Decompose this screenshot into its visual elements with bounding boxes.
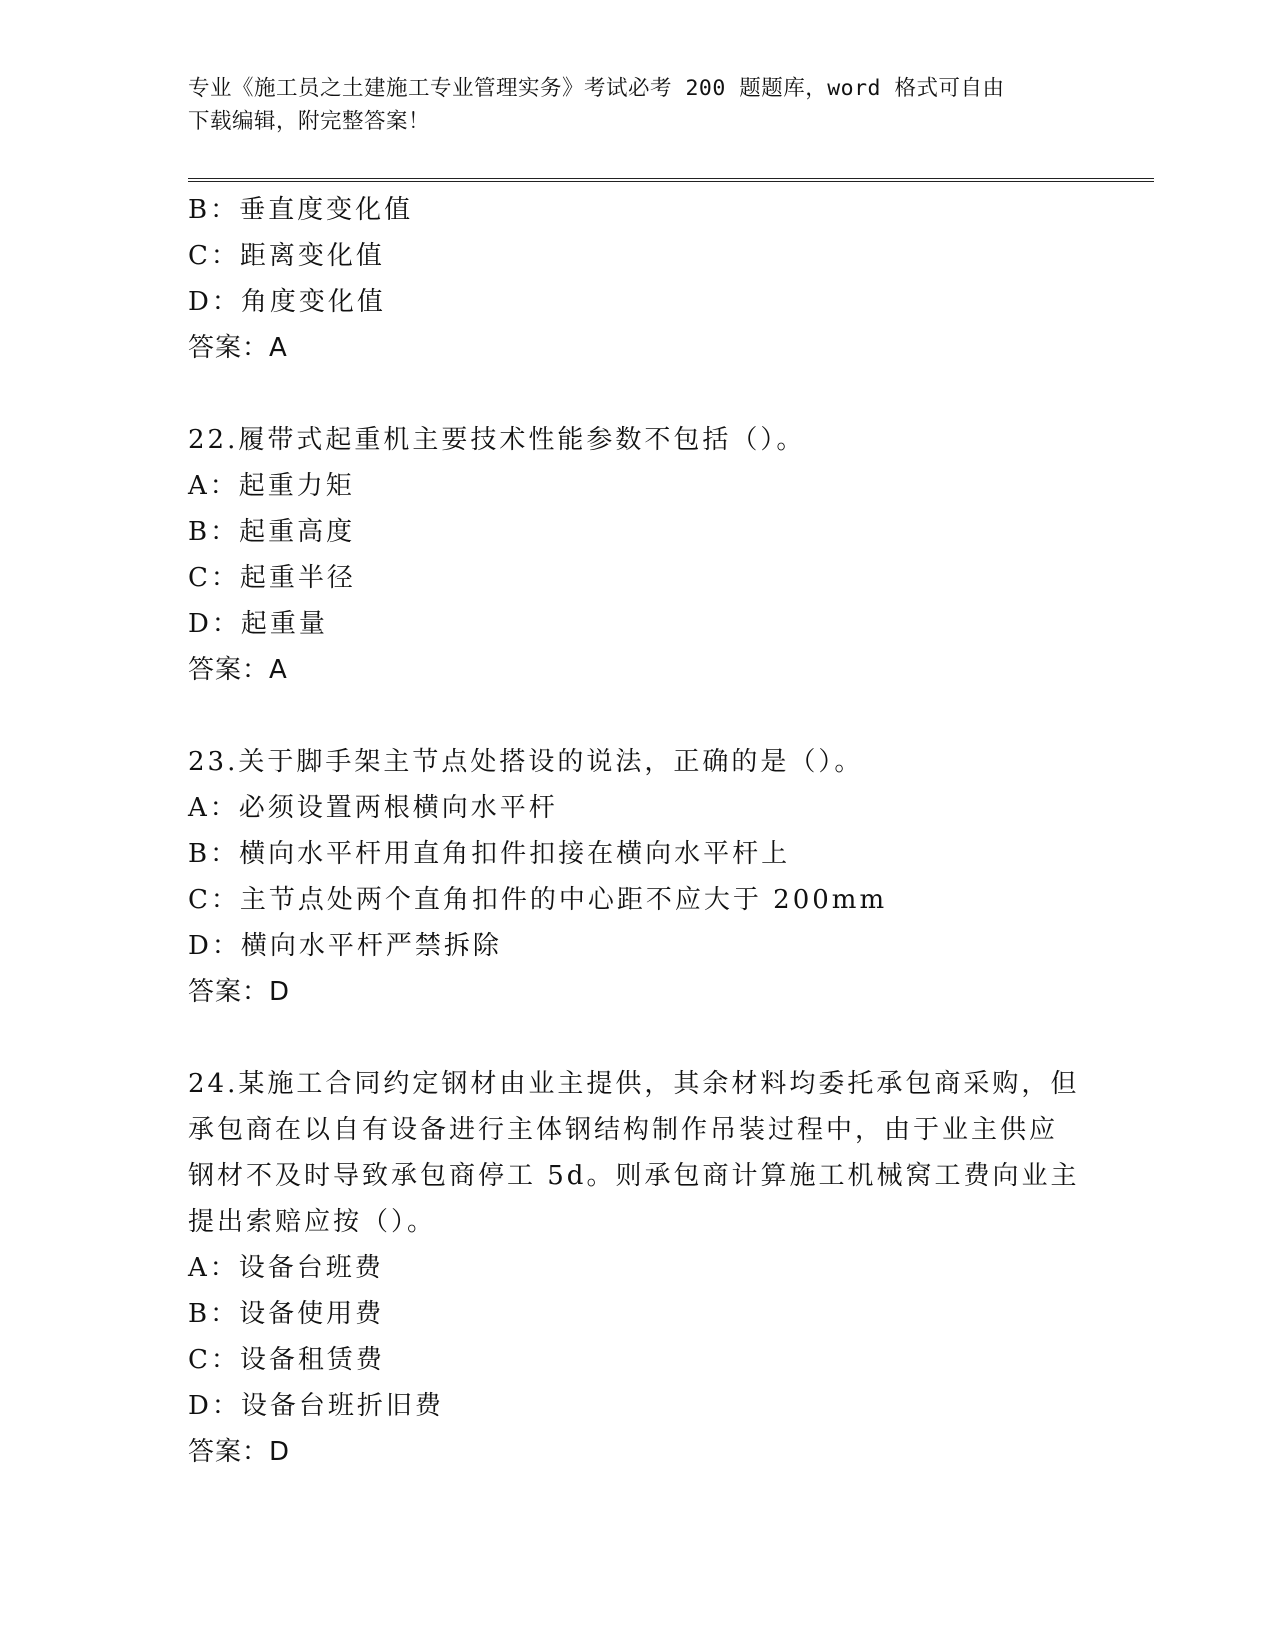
- spacer: [188, 1015, 1088, 1061]
- option-b: B：起重高度: [188, 517, 356, 547]
- option-d: D：角度变化值: [188, 287, 386, 317]
- option-a: A：起重力矩: [188, 471, 355, 501]
- spacer: [188, 371, 1088, 417]
- option-d: D：设备台班折旧费: [188, 1391, 444, 1421]
- header-line-2: 下载编辑，附完整答案！: [188, 109, 431, 134]
- option-b: B：设备使用费: [188, 1299, 385, 1329]
- header-line-1: 专业《施工员之土建施工专业管理实务》考试必考 200 题题库，word 格式可自由: [188, 76, 1005, 101]
- question-24: [188, 1061, 1088, 1475]
- option-a: A：设备台班费: [188, 1253, 384, 1283]
- option-a: A：必须设置两根横向水平杆: [188, 793, 558, 823]
- option-c: C：距离变化值: [188, 241, 385, 271]
- question-text: 23.关于脚手架主节点处搭设的说法，正确的是（）。: [188, 747, 864, 777]
- option-c: C：起重半径: [188, 563, 356, 593]
- answer: 答案：D: [188, 1437, 291, 1467]
- option-c: C：设备租赁费: [188, 1345, 385, 1375]
- option-d: D：起重量: [188, 609, 328, 639]
- document-header: [188, 72, 1068, 138]
- spacer: [188, 693, 1088, 739]
- question-22: [188, 417, 1088, 693]
- question-text-line-2: 承包商在以自有设备进行主体钢结构制作吊装过程中，由于业主供应: [188, 1115, 1059, 1145]
- answer: 答案：A: [188, 655, 288, 685]
- question-text-line-4: 提出索赔应按（）。: [188, 1207, 437, 1237]
- question-23: [188, 739, 1088, 1015]
- question-21-continuation: [188, 187, 1088, 371]
- option-d: D：横向水平杆严禁拆除: [188, 931, 502, 961]
- question-text-line-3: 钢材不及时导致承包商停工 5d。则承包商计算施工机械窝工费向业主: [188, 1161, 1080, 1191]
- option-b: B：横向水平杆用直角扣件扣接在横向水平杆上: [188, 839, 791, 869]
- option-b: B：垂直度变化值: [188, 195, 414, 225]
- answer: 答案：D: [188, 977, 291, 1007]
- question-text: 22.履带式起重机主要技术性能参数不包括（）。: [188, 425, 806, 455]
- question-list: [188, 187, 1088, 1475]
- answer: 答案：A: [188, 333, 288, 363]
- option-c: C：主节点处两个直角扣件的中心距不应大于 200mm: [188, 885, 888, 915]
- question-text-line-1: 24.某施工合同约定钢材由业主提供，其余材料均委托承包商采购，但: [188, 1069, 1080, 1099]
- header-divider: [188, 178, 1154, 182]
